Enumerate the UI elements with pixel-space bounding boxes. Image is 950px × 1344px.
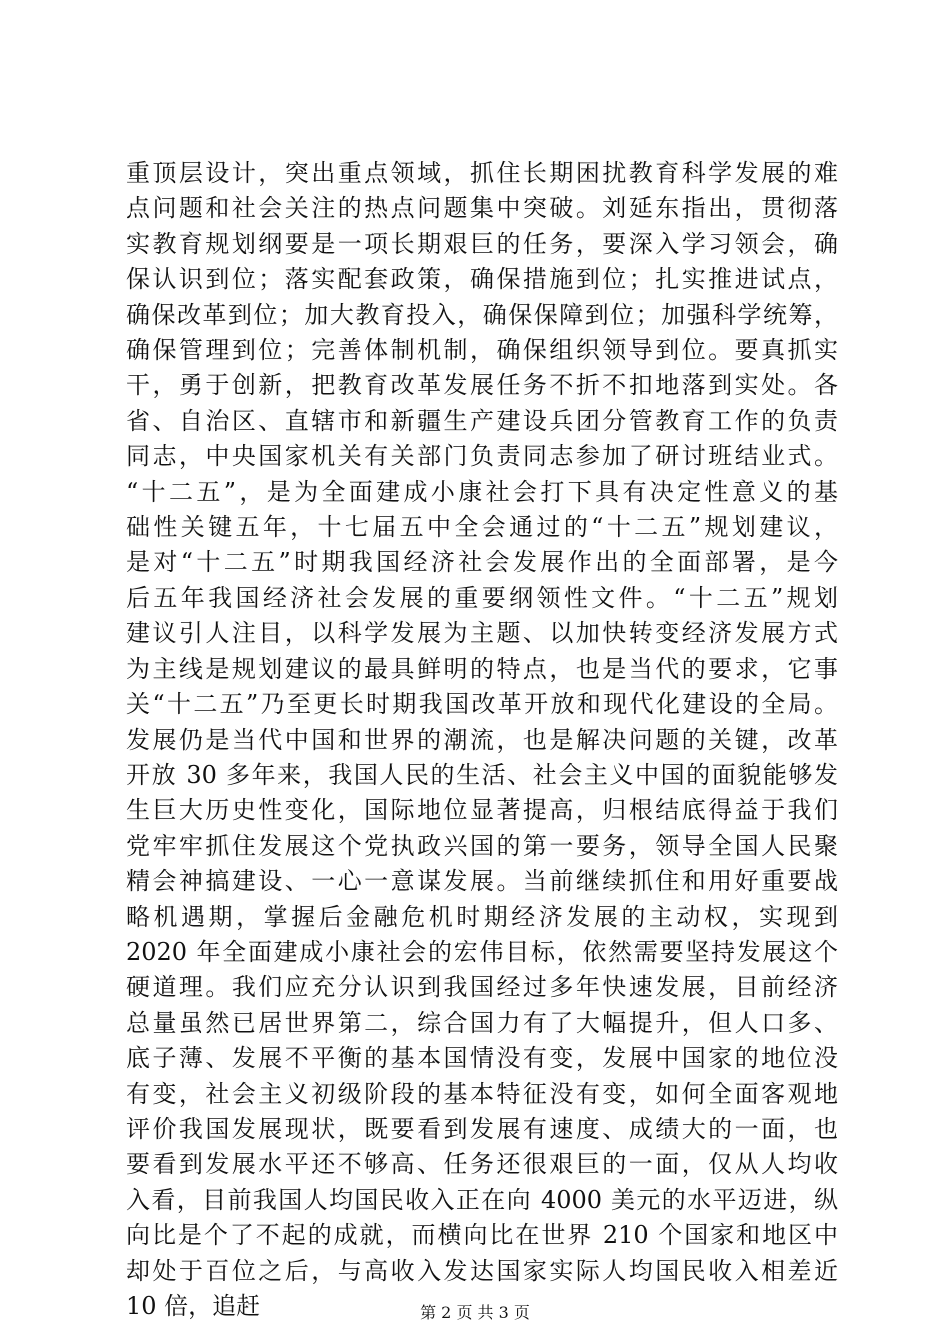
text-line: 确保改革到位；加大教育投入，确保保障到位；加强科学统筹， xyxy=(126,300,838,329)
text-line: 重顶层设计，突出重点领域，抓住长期困扰教育科学发展的难 xyxy=(126,159,838,187)
text-line: 入看，目前我国人均国民收入正在向 4000 美元的水平迈进，纵 xyxy=(126,1185,838,1214)
text-line: 建议引人注目，以科学发展为主题、以加快转变经济发展方式 xyxy=(126,619,838,648)
text-line: 是对“十二五”时期我国经济社会发展作出的全面部署，是今 xyxy=(126,548,838,577)
text-line: 精会神搞建设、一心一意谋发展。当前继续抓住和用好重要战 xyxy=(126,867,838,896)
text-line: 生巨大历史性变化，国际地位显著提高，归根结底得益于我们 xyxy=(126,796,838,825)
text-line: 要看到发展水平还不够高、任务还很艰巨的一面，仅从人均收 xyxy=(126,1150,838,1179)
text-line: 却处于百位之后，与高收入发达国家实际人均国民收入相差近 xyxy=(126,1256,838,1285)
text-line: 评价我国发展现状，既要看到发展有速度、成绩大的一面，也 xyxy=(126,1114,838,1143)
text-line: 2020 年全面建成小康社会的宏伟目标，依然需要坚持发展这个 xyxy=(126,937,838,966)
text-line: 干，勇于创新，把教育改革发展任务不折不扣地落到实处。各 xyxy=(126,371,838,400)
text-line: 关“十二五”乃至更长时期我国改革开放和现代化建设的全局。 xyxy=(126,690,838,719)
text-line: 党牢牢抓住发展这个党执政兴国的第一要务，领导全国人民聚 xyxy=(126,831,838,860)
text-line: 向比是个了不起的成就，而横向比在世界 210 个国家和地区中 xyxy=(126,1221,838,1250)
text-line: 总量虽然已居世界第二，综合国力有了大幅提升，但人口多、 xyxy=(126,1008,838,1037)
text-line: 硬道理。我们应充分认识到我国经过多年快速发展，目前经济 xyxy=(126,973,838,1002)
text-line: “十二五”，是为全面建成小康社会打下具有决定性意义的基 xyxy=(126,477,838,506)
text-line: 略机遇期，掌握后金融危机时期经济发展的主动权，实现到 xyxy=(126,902,838,931)
text-line: 确保管理到位；完善体制机制，确保组织领导到位。要真抓实 xyxy=(126,336,838,365)
text-line: 点问题和社会关注的热点问题集中突破。刘延东指出，贯彻落 xyxy=(126,194,838,223)
text-line: 底子薄、发展不平衡的基本国情没有变，发展中国家的地位没 xyxy=(126,1044,838,1073)
page-footer: 第 2 页 共 3 页 xyxy=(420,1303,530,1322)
text-line: 10 倍，追赶 xyxy=(126,1292,261,1320)
text-line: 为主线是规划建议的最具鲜明的特点，也是当代的要求，它事 xyxy=(126,654,838,683)
text-line: 实教育规划纲要是一项长期艰巨的任务，要深入学习领会，确 xyxy=(126,229,838,258)
text-line: 开放 30 多年来，我国人民的生活、社会主义中国的面貌能够发 xyxy=(126,760,838,789)
body-text xyxy=(126,156,838,1324)
text-line: 础性关键五年，十七届五中全会通过的“十二五”规划建议， xyxy=(126,513,838,542)
text-line: 发展仍是当代中国和世界的潮流，也是解决问题的关键，改革 xyxy=(126,725,838,754)
text-line: 省、自治区、直辖市和新疆生产建设兵团分管教育工作的负责 xyxy=(126,406,838,435)
text-line: 有变，社会主义初级阶段的基本特征没有变，如何全面客观地 xyxy=(126,1079,838,1108)
text-line: 后五年我国经济社会发展的重要纲领性文件。“十二五”规划 xyxy=(126,583,838,612)
text-line: 保认识到位；落实配套政策，确保措施到位；扎实推进试点， xyxy=(126,265,838,294)
text-line: 同志，中央国家机关有关部门负责同志参加了研讨班结业式。 xyxy=(126,442,838,471)
